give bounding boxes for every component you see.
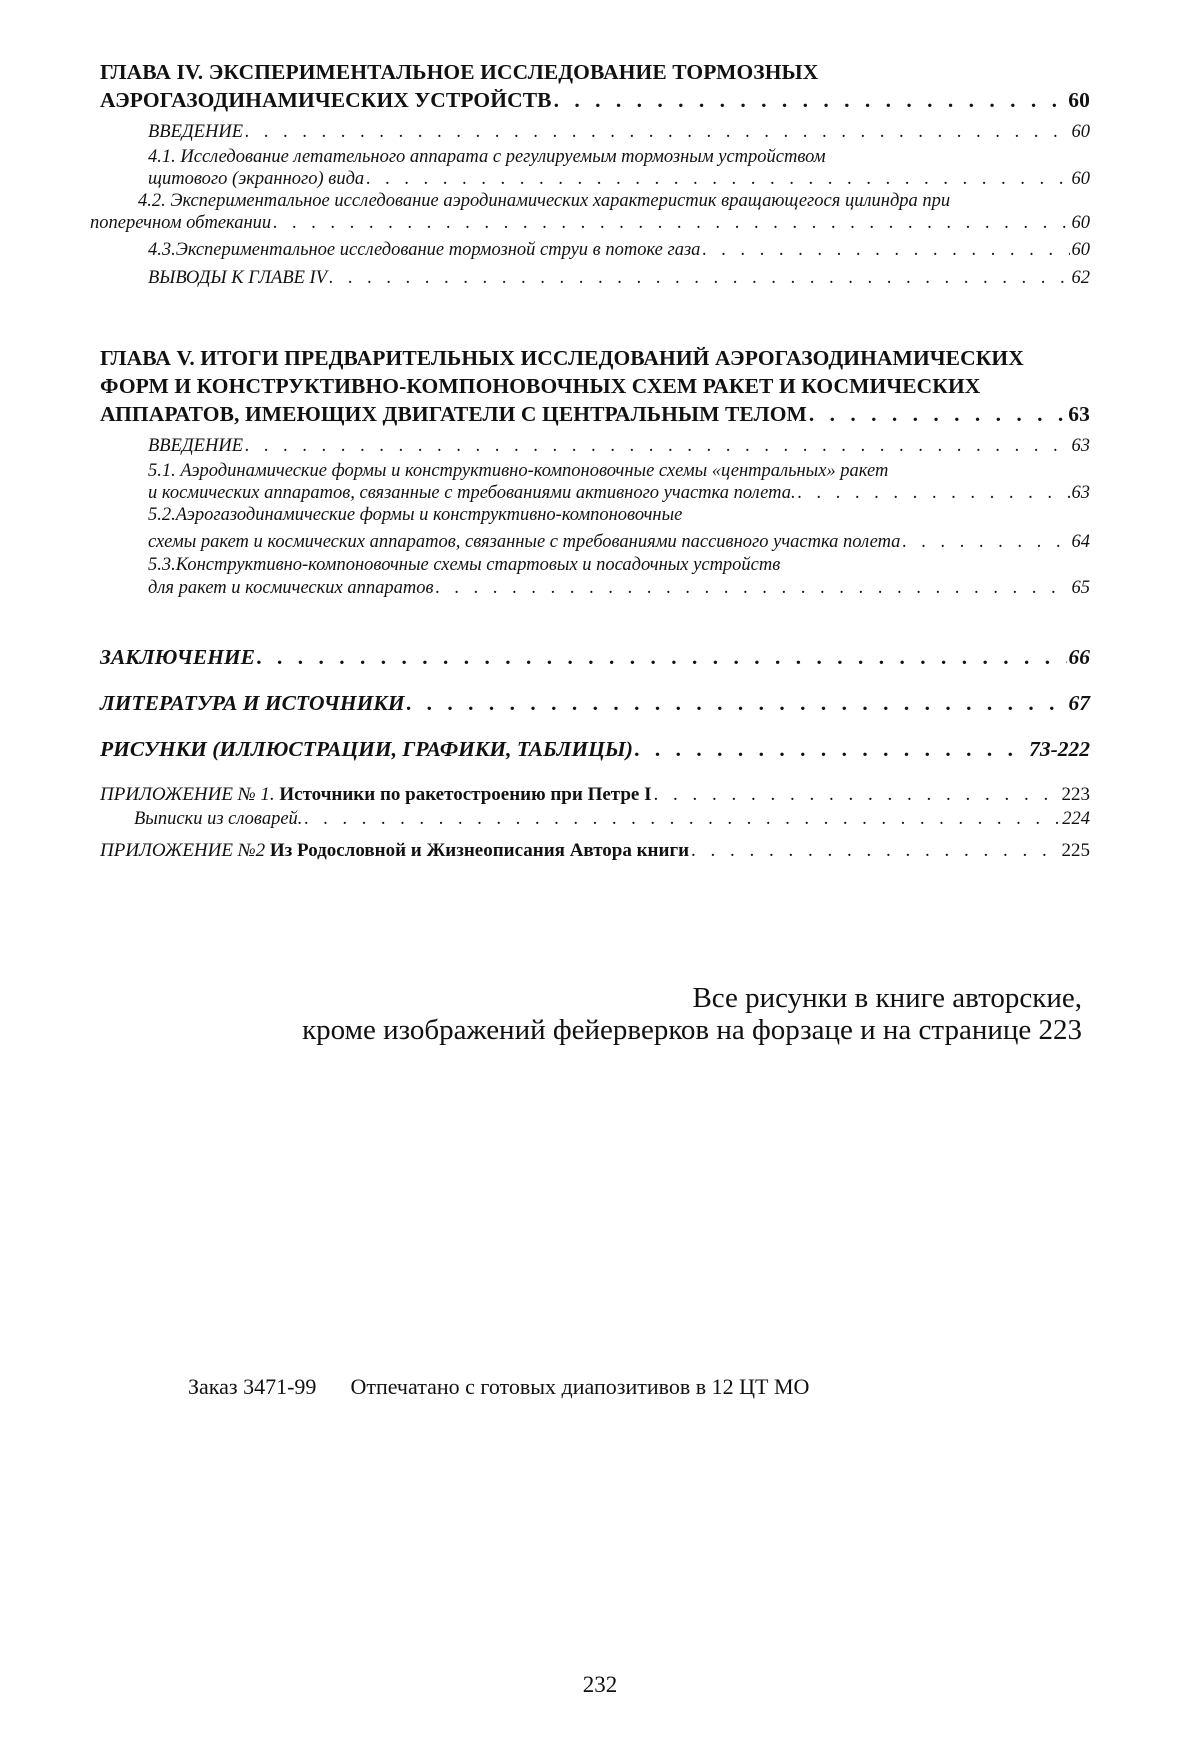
entry-title: схемы ракет и космических аппаратов, связанные с требованиями пассивного участка полета: [148, 532, 901, 552]
page-ref: 63: [1068, 402, 1090, 426]
toc-entry-ch4-conclusions: [100, 266, 1090, 290]
chapter-5-heading-line1: ГЛАВА V. ИТОГИ ПРЕДВАРИТЕЛЬНЫХ ИССЛЕДОВАНИЙ АЭРОГАЗОДИНАМИЧЕСКИХ: [100, 346, 1024, 370]
page-ref: 60: [1068, 88, 1090, 112]
appendix-1-title: Источники по ракетостроению при Петре I: [279, 784, 652, 805]
appendix-2-label: ПРИЛОЖЕНИЕ №2: [100, 840, 266, 861]
toc-chapter-5: [100, 344, 1090, 600]
page-ref: 60: [1071, 213, 1090, 233]
entry-title: [100, 839, 689, 863]
toc-entry-5-3-line1: 5.3.Конструктивно-компоновочные схемы стартовых и посадочных устройств: [148, 555, 781, 575]
entry-title: [100, 783, 652, 807]
toc-back-matter: [100, 643, 1090, 863]
leader-dots: [798, 482, 1070, 504]
toc-entry-ch5-intro: [100, 434, 1090, 458]
toc-entry-conclusion: [100, 643, 1090, 671]
chapter-5-heading-line3: АППАРАТОВ, ИМЕЮЩИХ ДВИГАТЕЛИ С ЦЕНТРАЛЬНЫМ ТЕЛОМ: [100, 402, 807, 426]
chapter-4-heading-line2: АЭРОГАЗОДИНАМИЧЕСКИХ УСТРОЙСТВ: [100, 88, 552, 112]
toc-entry-appendix-2: [100, 839, 1090, 863]
appendix-1-label: ПРИЛОЖЕНИЕ № 1.: [100, 784, 275, 805]
entry-title: щитового (экранного) вида: [148, 169, 365, 189]
note-line2: кроме изображений фейерверков на форзаце и на странице 223: [302, 1014, 1082, 1046]
toc-entry-5-1: [100, 482, 1090, 504]
leader-dots: [702, 238, 1069, 262]
leader-dots: [436, 576, 1070, 600]
toc-entry-appendix-1: [100, 783, 1090, 807]
leader-dots: [691, 839, 1059, 863]
page-ref: 73-222: [1029, 737, 1090, 761]
entry-title: ВВЕДЕНИЕ: [148, 122, 243, 142]
page-ref: 223: [1061, 784, 1090, 805]
page-ref: 60: [1071, 169, 1090, 189]
chapter-4-heading-line1: ГЛАВА IV. ЭКСПЕРИМЕНТАЛЬНОЕ ИССЛЕДОВАНИЕ ТОРМОЗНЫХ: [100, 60, 819, 84]
leader-dots: [654, 783, 1060, 807]
leader-dots: [407, 689, 1067, 717]
leader-dots: [809, 400, 1066, 428]
page-ref: 62: [1071, 268, 1090, 288]
toc-entry-appendix-1-sub: [100, 807, 1090, 831]
entry-title: ЛИТЕРАТУРА И ИСТОЧНИКИ: [100, 691, 405, 715]
entry-title: ВЫВОДЫ К ГЛАВЕ IV: [148, 268, 328, 288]
illustrations-note: [302, 982, 1082, 1046]
leader-dots: [902, 530, 1069, 554]
imprint-line: [188, 1374, 809, 1400]
leader-dots: [245, 434, 1070, 458]
toc-entry-figures: [100, 735, 1090, 763]
toc-entry-4-1-line1: 4.1. Исследование летательного аппарата с регулируемым тормозным устройством: [148, 147, 826, 167]
toc-entry-4-2-line1: 4.2. Экспериментальное исследование аэродинамических характеристик вращающегося цилиндра при: [138, 191, 951, 211]
entry-title: РИСУНКИ (ИЛЛЮСТРАЦИИ, ГРАФИКИ, ТАБЛИЦЫ): [100, 737, 633, 761]
toc-entry-4-1: [100, 168, 1090, 190]
leader-dots: [245, 120, 1070, 144]
leader-dots: [329, 266, 1069, 290]
toc-entry-5-1-line1: 5.1. Аэродинамические формы и конструктивно-компоновочные схемы «центральных» ракет: [148, 461, 889, 481]
order-number: Заказ 3471-99: [188, 1374, 317, 1399]
leader-dots: [554, 86, 1067, 114]
entry-title: для ракет и космических аппаратов: [148, 578, 434, 598]
chapter-5-heading-entry: [100, 400, 1090, 428]
page-ref: 60: [1071, 122, 1090, 142]
page-ref: 224: [1062, 809, 1090, 829]
entry-title: ВВЕДЕНИЕ: [148, 436, 243, 456]
chapter-4-heading-entry: [100, 86, 1090, 114]
leader-dots: [257, 643, 1067, 671]
toc-entry-5-2: [100, 530, 1090, 554]
toc-entry-4-2: [90, 212, 1090, 234]
appendix-2-title: Из Родословной и Жизнеописания Автора книги: [269, 840, 690, 861]
page-ref: 60: [1071, 240, 1090, 260]
leader-dots: [635, 735, 1027, 763]
entry-title: поперечном обтекании: [90, 213, 272, 233]
page-ref: 67: [1068, 691, 1090, 715]
entry-title: 4.3.Экспериментальное исследование тормозной струи в потоке газа: [148, 240, 701, 260]
page-ref: 66: [1068, 645, 1090, 669]
toc-entry-5-3: [100, 576, 1090, 600]
page-ref: 63: [1071, 483, 1090, 503]
page-ref: 63: [1071, 436, 1090, 456]
entry-title: и космических аппаратов, связанные с требованиями активного участка полета.: [148, 483, 796, 503]
page-ref: 64: [1071, 532, 1090, 552]
leader-dots: [273, 212, 1069, 234]
toc-entry-literature: [100, 689, 1090, 717]
entry-title: ЗАКЛЮЧЕНИЕ: [100, 645, 255, 669]
page-ref: 225: [1061, 840, 1090, 861]
note-line1: Все рисунки в книге авторские,: [692, 982, 1082, 1014]
page-ref: 65: [1071, 578, 1090, 598]
toc-entry-4-3: [100, 238, 1090, 262]
leader-dots: [366, 168, 1069, 190]
chapter-5-heading-line2: ФОРМ И КОНСТРУКТИВНО-КОМПОНОВОЧНЫХ СХЕМ РАКЕТ И КОСМИЧЕСКИХ: [100, 374, 981, 398]
printing-note: Отпечатано с готовых диапозитивов в 12 ЦТ МО: [350, 1374, 810, 1399]
toc-chapter-4: [90, 58, 1090, 290]
entry-title: Выписки из словарей.: [134, 809, 303, 829]
leader-dots: [304, 807, 1060, 831]
toc-entry-ch4-intro: [100, 120, 1090, 144]
page-number: 232: [582, 1672, 618, 1697]
toc-entry-5-2-line1: 5.2.Аэрогазодинамические формы и конструктивно-компоновочные: [148, 505, 683, 525]
